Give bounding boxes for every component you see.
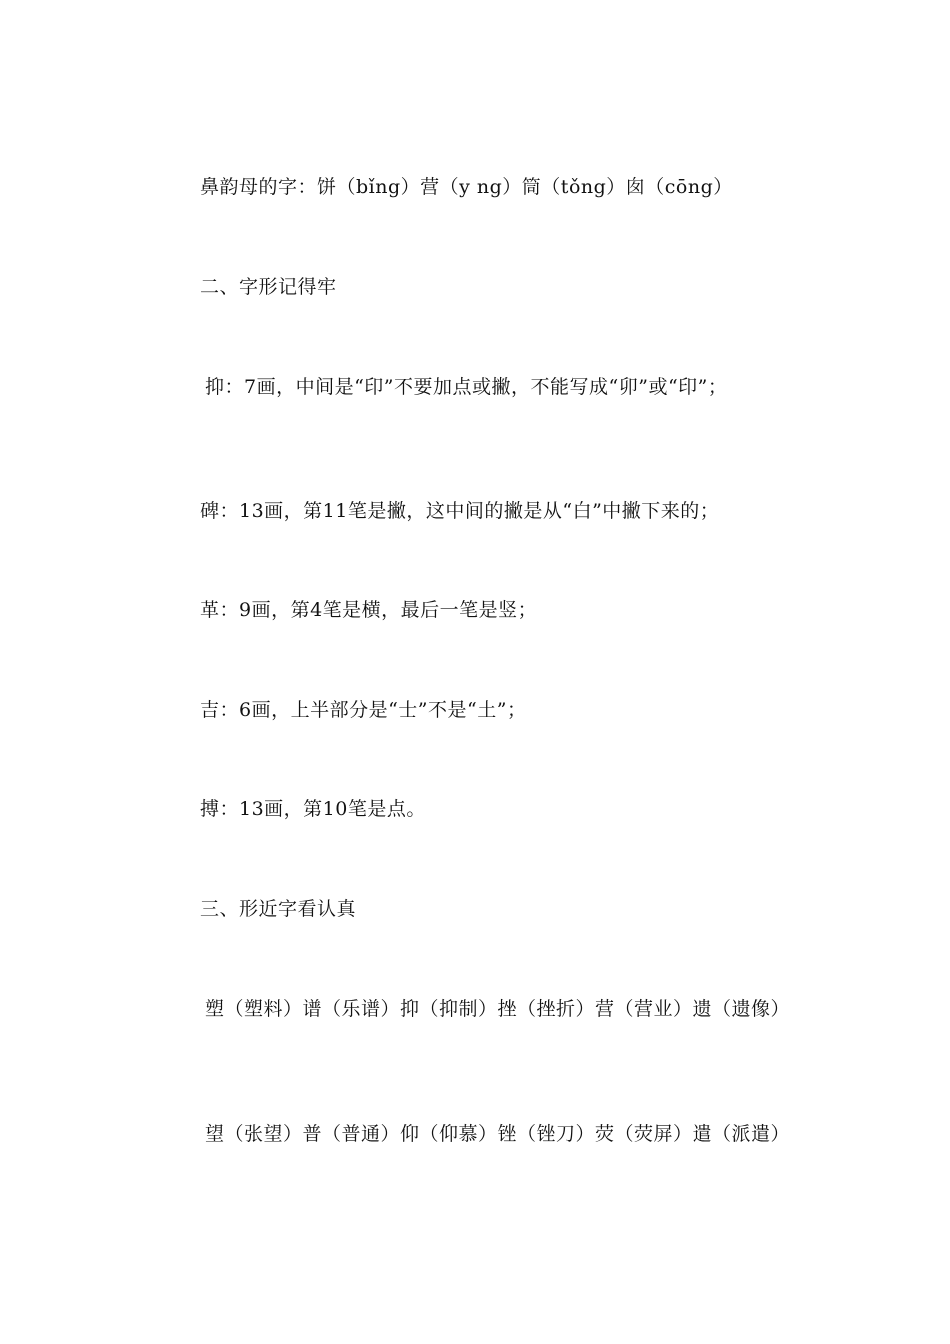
item-yi-text: 抑：7画，中间是“印”不要加点或撇，不能写成“卯”或“印”； bbox=[205, 376, 728, 398]
nasal-finals-line: 鼻韵母的字：饼（bǐng）营（y ng）筒（tǒng）囱（cōng） bbox=[200, 176, 733, 198]
similar-group-1-paragraph bbox=[145, 996, 807, 1022]
similar-group-2-text: 望（张望）普（普通）仰（仰慕）锉（锉刀）荧（荧屏）遣（派遣） bbox=[205, 1123, 791, 1145]
item-bo-line: 搏：13画，第10笔是点。 bbox=[200, 798, 426, 820]
section-heading-similar-chars: 三、形近字看认真 bbox=[200, 898, 357, 920]
section-heading-glyph-form: 二、字形记得牢 bbox=[200, 276, 337, 298]
item-yi-paragraph bbox=[145, 374, 807, 400]
item-bei-line: 碑：13画，第11笔是撇，这中间的撇是从“白”中撇下来的； bbox=[200, 500, 720, 522]
item-ge-line: 革：9画，第4笔是横，最后一笔是竖； bbox=[200, 599, 538, 621]
similar-group-1-text: 塑（塑料）谱（乐谱）抑（抑制）挫（挫折）营（营业）遗（遗像） bbox=[205, 998, 791, 1020]
item-ji-line: 吉：6画，上半部分是“士”不是“土”； bbox=[200, 699, 527, 721]
similar-group-2-paragraph bbox=[145, 1121, 807, 1147]
